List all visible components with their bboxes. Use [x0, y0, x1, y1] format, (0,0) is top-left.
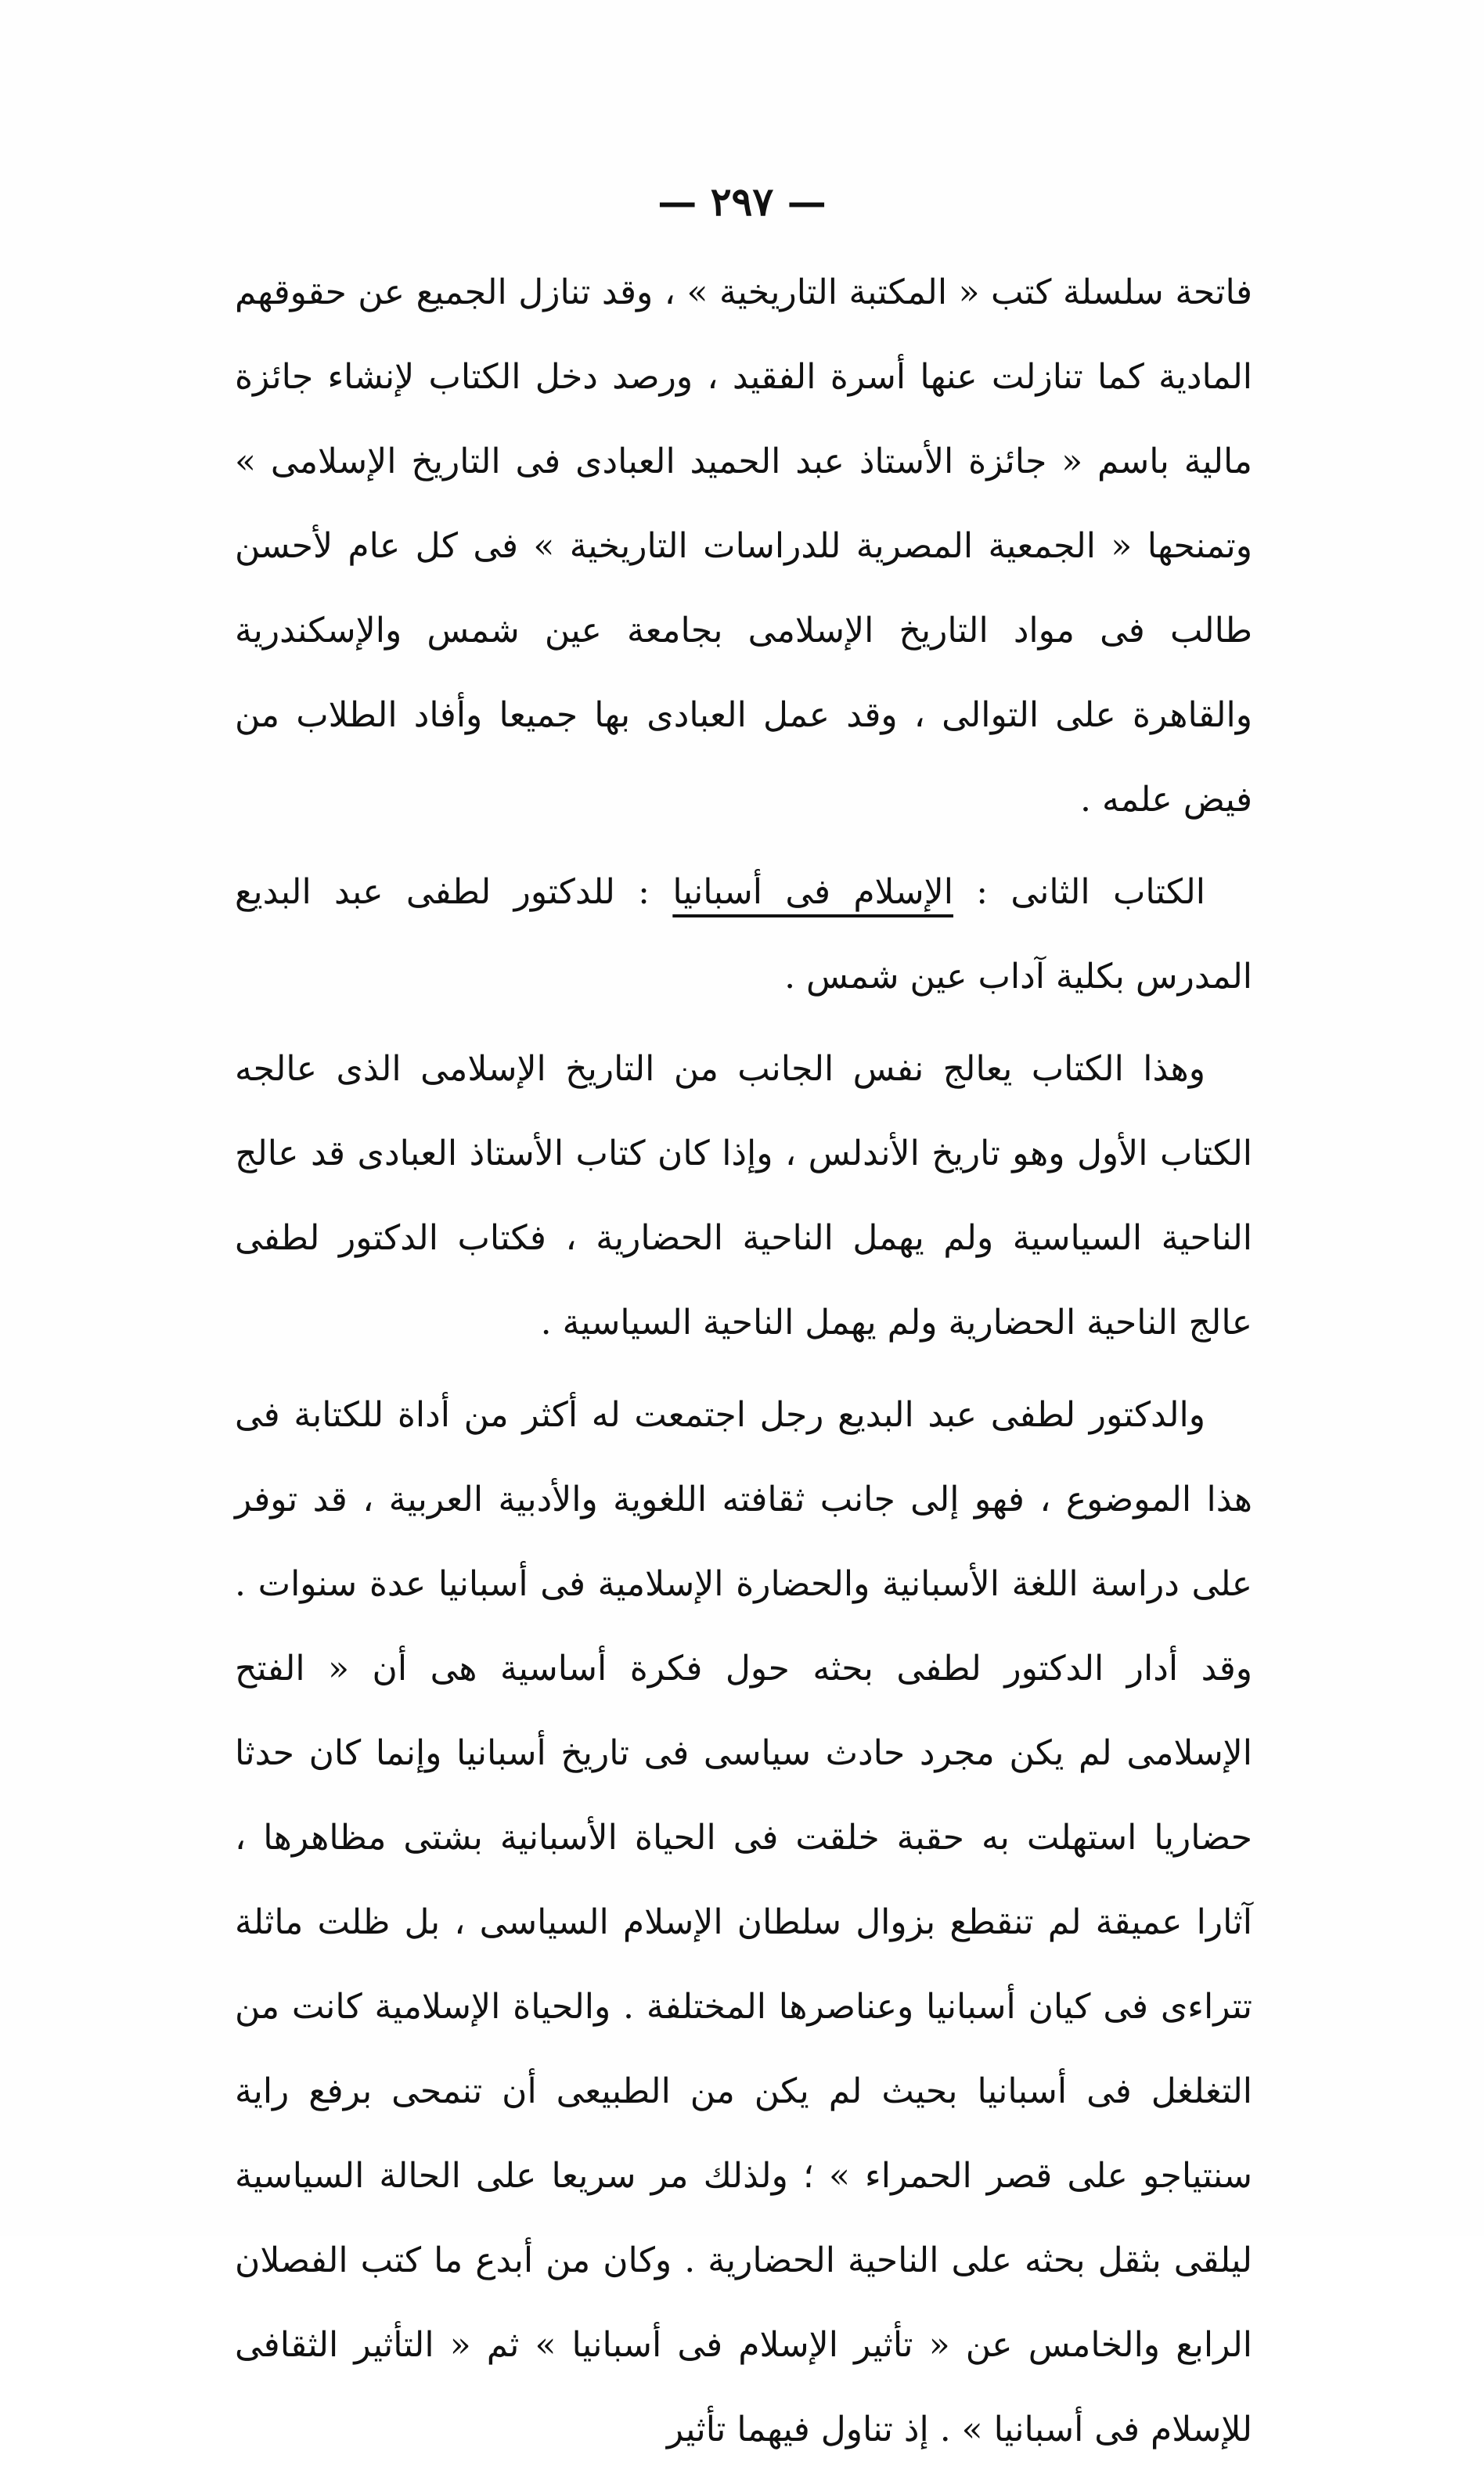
book-author: : للدكتور لطفى عبد البديع المدرس بكلية آداب عين شمس .: [235, 872, 1252, 997]
body-text: [235, 251, 1252, 2480]
page-number: — ٢٩٧ —: [657, 178, 827, 225]
paragraph-1: فاتحة سلسلة كتب « المكتبة التاريخية » ، وقد تنازل الجميع عن حقوقهم المادية كما تنازلت عنها أسرة الفقيد ، ورصد دخل الكتاب لإنشاء جائزة مالية باسم « جائزة الأستاذ عبد الحميد العبادى فى التاريخ الإسلامى » وتمنحها « الجمعية المصرية للدراسات التاريخية » فى كل عام لأحسن طالب فى مواد التاريخ الإسلامى بجامعة عين شمس والإسكندرية والقاهرة على التوالى ، وقد عمل العبادى بها جميعا وأفاد الطلاب من فيض علمه .: [235, 272, 1252, 820]
paragraph-4: والدكتور لطفى عبد البديع رجل اجتمعت له أكثر من أداة للكتابة فى هذا الموضوع ، فهو إلى جانب ثقافته اللغوية والأدبية العربية ، قد توفر على دراسة اللغة الأسبانية والحضارة الإسلامية فى أسبانيا عدة سنوات . وقد أدار الدكتور لطفى بحثه حول فكرة أساسية هى أن « الفتح الإسلامى لم يكن مجرد حادث سياسى فى تاريخ أسبانيا وإنما كان حدثا حضاريا استهلت به حقبة خلقت فى الحياة الأسبانية بشتى مظاهرها ، آثارا عميقة لم تنقطع بزوال سلطان الإسلام السياسى ، بل ظلت ماثلة تتراءى فى كيان أسبانيا وعناصرها المختلفة . والحياة الإسلامية كانت من التغلغل فى أسبانيا بحيث لم يكن من الطبيعى أن تنمحى برفع راية سنتياجو على قصر الحمراء » ؛ ولذلك مر سريعا على الحالة السياسية ليلقى بثقل بحثه على الناحية الحضارية . وكان من أبدع ما كتب الفصلان الرابع والخامس عن « تأثير الإسلام فى أسبانيا » ثم « التأثير الثقافى للإسلام فى أسبانيا » . إذ تناول فيهما تأثير: [235, 1395, 1252, 2449]
paragraph-3: وهذا الكتاب يعالج نفس الجانب من التاريخ الإسلامى الذى عالجه الكتاب الأول وهو تاريخ الأندلس ، وإذا كان كتاب الأستاذ العبادى قد عالج الناحية السياسية ولم يهمل الناحية الحضارية ، فكتاب الدكتور لطفى عالج الناحية الحضارية ولم يهمل الناحية السياسية .: [235, 1049, 1252, 1343]
book-label: الكتاب الثانى :: [953, 872, 1205, 912]
book-title-underlined: الإسلام فى أسبانيا: [672, 872, 953, 912]
paragraph-2: [235, 850, 1252, 1019]
